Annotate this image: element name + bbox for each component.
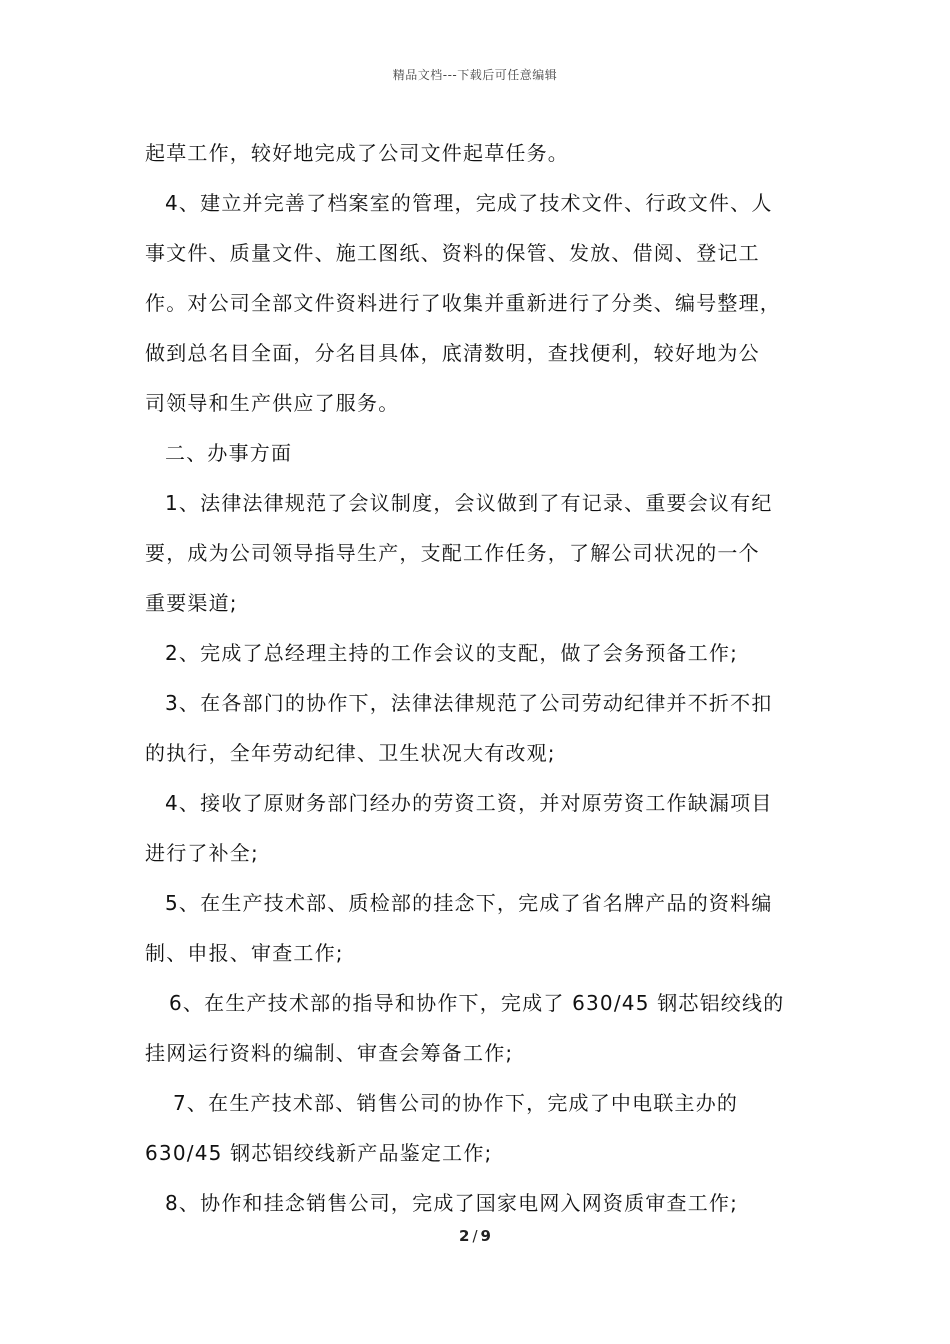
page-number-separator: / bbox=[472, 1227, 478, 1245]
page-number bbox=[0, 1227, 950, 1245]
paragraph-line: 7、在生产技术部、销售公司的协作下，完成了中电联主办的 bbox=[173, 1091, 739, 1115]
paragraph-line: 3、在各部门的协作下，法律法律规范了公司劳动纪律并不折不扣 bbox=[165, 691, 773, 715]
paragraph-line: 4、接收了原财务部门经办的劳资工资，并对原劳资工作缺漏项目 bbox=[165, 791, 773, 815]
paragraph-line: 4、建立并完善了档案室的管理，完成了技术文件、行政文件、人 bbox=[165, 191, 773, 215]
paragraph-line: 6、在生产技术部的指导和协作下，完成了 630/45 钢芯铝绞线的 bbox=[169, 991, 785, 1015]
paragraph-line: 做到总名目全面，分名目具体，底清数明，查找便利，较好地为公 bbox=[145, 341, 760, 365]
paragraph-line: 8、协作和挂念销售公司，完成了国家电网入网资质审查工作; bbox=[165, 1191, 739, 1215]
paragraph-line: 进行了补全; bbox=[145, 841, 259, 865]
paragraph-line: 2、完成了总经理主持的工作会议的支配，做了会务预备工作; bbox=[165, 641, 739, 665]
paragraph-line: 5、在生产技术部、质检部的挂念下，完成了省名牌产品的资料编 bbox=[165, 891, 773, 915]
page-header: 精品文档---下载后可任意编辑 bbox=[392, 68, 558, 82]
paragraph-line: 挂网运行资料的编制、审查会筹备工作; bbox=[145, 1041, 514, 1065]
paragraph-line: 事文件、质量文件、施工图纸、资料的保管、发放、借阅、登记工 bbox=[145, 241, 760, 265]
total-pages-number: 9 bbox=[480, 1227, 491, 1245]
paragraph-line: 制、申报、审查工作; bbox=[145, 941, 344, 965]
paragraph-line: 司领导和生产供应了服务。 bbox=[145, 391, 400, 415]
paragraph-line: 起草工作，较好地完成了公司文件起草任务。 bbox=[145, 141, 569, 165]
paragraph-line: 的执行，全年劳动纪律、卫生状况大有改观; bbox=[145, 741, 556, 765]
paragraph-line: 作。对公司全部文件资料进行了收集并重新进行了分类、编号整理， bbox=[145, 291, 781, 315]
paragraph-line: 1、法律法律规范了会议制度，会议做到了有记录、重要会议有纪 bbox=[165, 491, 773, 515]
paragraph-line: 重要渠道; bbox=[145, 591, 238, 615]
current-page-number: 2 bbox=[459, 1227, 470, 1245]
document-body bbox=[145, 128, 810, 1228]
paragraph-line: 630/45 钢芯铝绞线新产品鉴定工作; bbox=[145, 1141, 493, 1165]
section-heading: 二、办事方面 bbox=[165, 441, 293, 465]
paragraph-line: 要，成为公司领导指导生产，支配工作任务，了解公司状况的一个 bbox=[145, 541, 760, 565]
